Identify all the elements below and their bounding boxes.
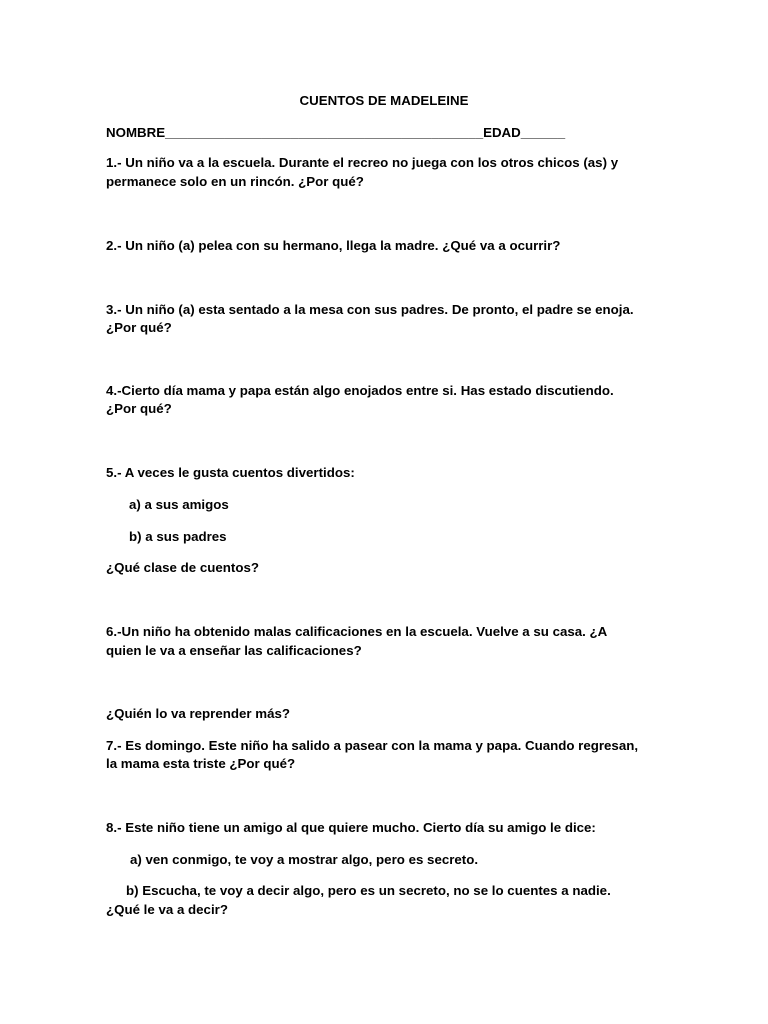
question-8-followup: ¿Qué le va a decir? [106,902,228,917]
question-8-line-1: 8.- Este niño tiene un amigo al que quiere mucho. Cierto día su amigo le dice: [106,820,596,835]
question-5-line-1: 5.- A veces le gusta cuentos divertidos: [106,465,355,480]
question-6-line-1: 6.-Un niño ha obtenido malas calificaciones en la escuela. Vuelve a su casa. ¿A [106,624,608,639]
question-6-line-2: quien le va a enseñar las calificaciones? [106,643,362,658]
question-1-line-1: 1.- Un niño va a la escuela. Durante el recreo no juega con los otros chicos (as) y [106,155,619,170]
question-4-line-1: 4.-Cierto día mama y papa están algo enojados entre si. Has estado discutiendo. [106,383,614,398]
question-7-line-2: la mama esta triste ¿Por qué? [106,756,296,771]
question-6-followup: ¿Quién lo va reprender más? [106,706,290,721]
question-3-line-1: 3.- Un niño (a) esta sentado a la mesa con sus padres. De pronto, el padre se enoja. [106,302,634,317]
document-title: CUENTOS DE MADELEINE [299,93,469,108]
name-age-line: NOMBRE___________________________________________EDAD______ [106,125,566,140]
question-4-line-2: ¿Por qué? [106,401,172,416]
question-5-followup: ¿Qué clase de cuentos? [106,560,259,575]
question-5-option-b: b) a sus padres [129,529,227,544]
question-5-option-a: a) a sus amigos [129,497,229,512]
question-2-line-1: 2.- Un niño (a) pelea con su hermano, llega la madre. ¿Qué va a ocurrir? [106,238,561,253]
question-3-line-2: ¿Por qué? [106,320,172,335]
question-8-option-b: b) Escucha, te voy a decir algo, pero es un secreto, no se lo cuentes a nadie. [126,883,611,898]
question-8-option-a: a) ven conmigo, te voy a mostrar algo, pero es secreto. [130,852,479,867]
question-1-line-2: permanece solo en un rincón. ¿Por qué? [106,174,364,189]
question-7-line-1: 7.- Es domingo. Este niño ha salido a pasear con la mama y papa. Cuando regresan, [106,738,639,753]
